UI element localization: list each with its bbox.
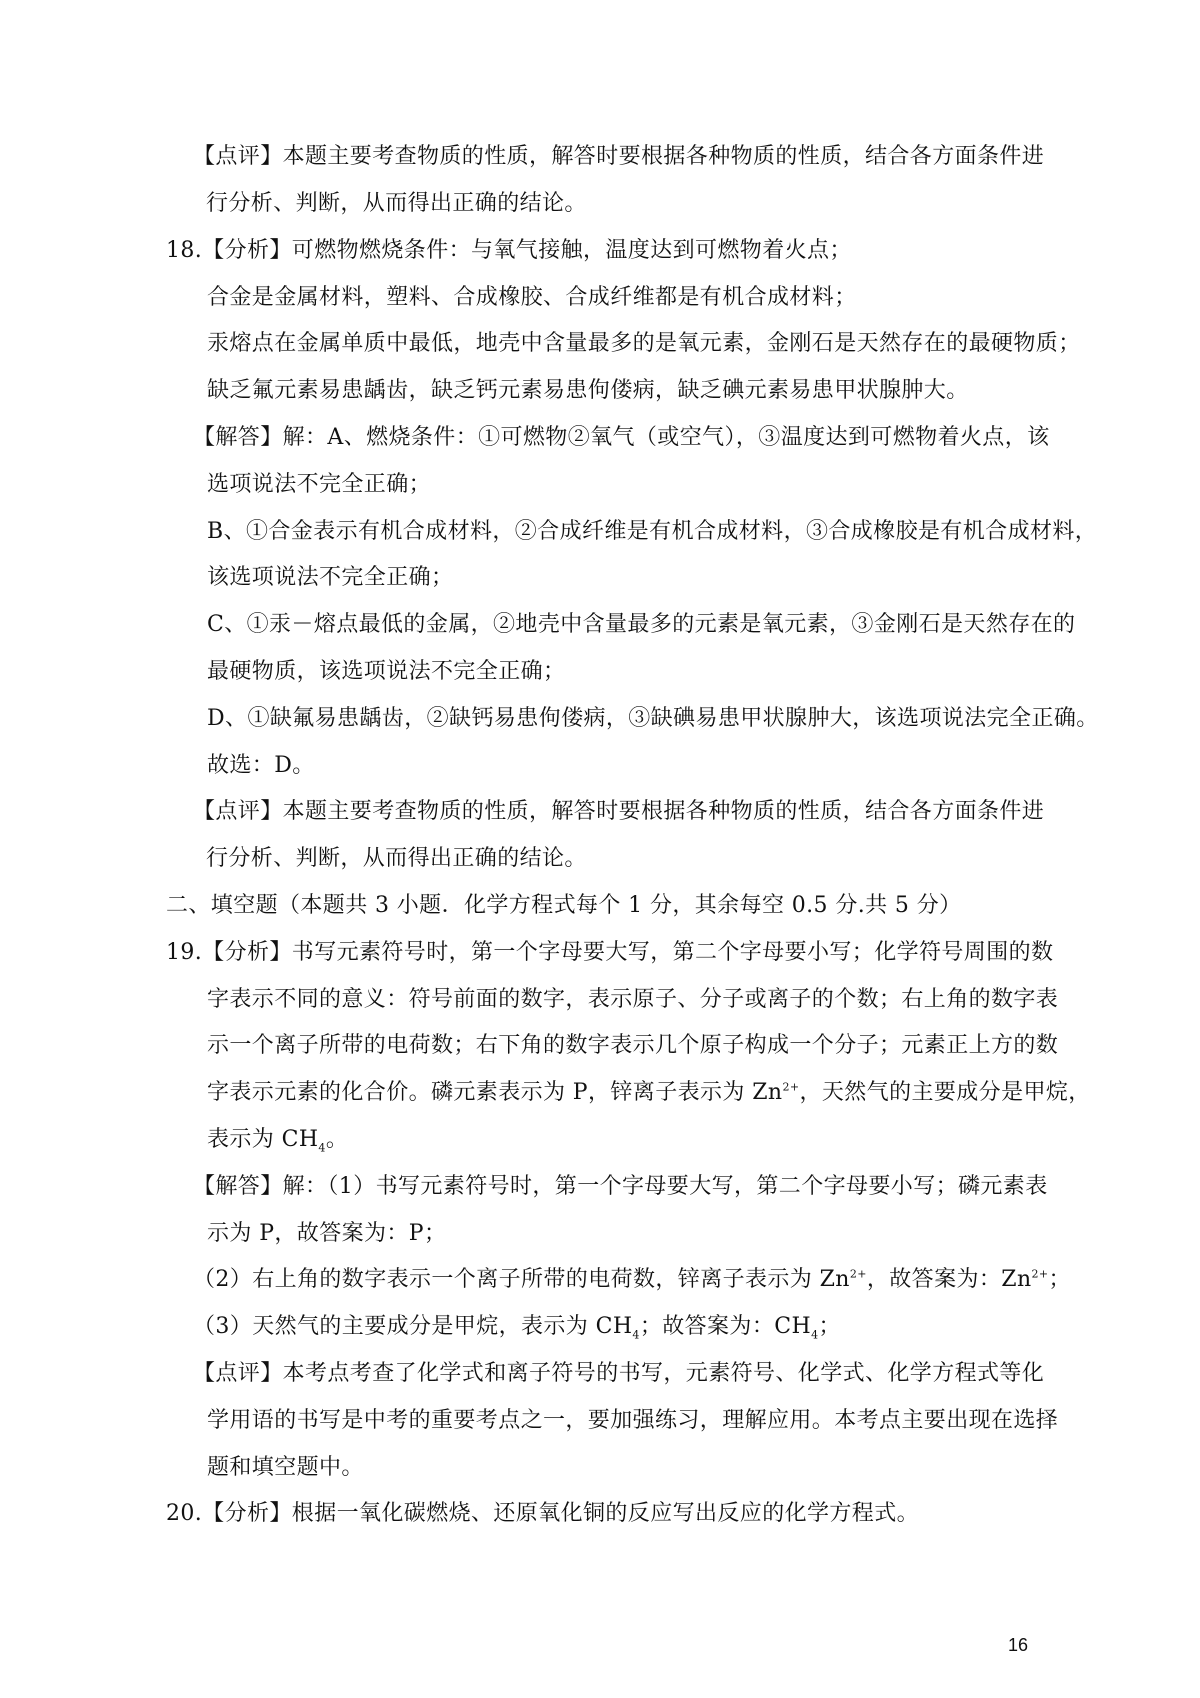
review-17-line-1: 【点评】本题主要考查物质的性质，解答时要根据各种物质的性质，结合各方面条件进 [193, 144, 1045, 169]
q18-analysis-line-1: 18.【分析】可燃物燃烧条件：与氧气接触，温度达到可燃物着火点； [166, 238, 852, 263]
q19-answer-line-4 [0, 1312, 1200, 1342]
q18-review-line-1: 【点评】本题主要考查物质的性质，解答时要根据各种物质的性质，结合各方面条件进 [193, 799, 1045, 824]
q19-answer-line-1: 【解答】解：（1）书写元素符号时，第一个字母要大写，第二个字母要小写；磷元素表 [193, 1174, 1048, 1199]
section-heading-fill-in: 二、填空题（本题共 3 小题．化学方程式每个 1 分，其余每空 0.5 分.共 5 分） [166, 893, 962, 918]
q19-analysis-line-1: 19.【分析】书写元素符号时，第一个字母要大写，第二个字母要小写；化学符号周围的数 [166, 940, 1054, 965]
q18-analysis-line-2: 合金是金属材料，塑料、合成橡胶、合成纤维都是有机合成材料； [207, 285, 857, 310]
q19-review-line-3: 题和填空题中。 [207, 1455, 364, 1480]
q19-answer-line-4-tail: ； [818, 1314, 841, 1339]
q19-analysis-line-3: 示一个离子所带的电荷数；右下角的数字表示几个原子构成一个分子；元素正上方的数 [207, 1033, 1059, 1058]
zn-charge-superscript: 2+ [1031, 1267, 1049, 1281]
q18-answer-line-8: 故选：D。 [207, 753, 315, 778]
q19-answer-line-4-mid: ；故答案为：CH [639, 1314, 812, 1339]
q18-analysis-line-3: 汞熔点在金属单质中最低，地壳中含量最多的是氧元素，金刚石是天然存在的最硬物质； [207, 331, 1081, 356]
review-17-line-2: 行分析、判断，从而得出正确的结论。 [206, 191, 587, 216]
q19-analysis-line-5-tail: 。 [325, 1127, 349, 1152]
q19-analysis-line-5-text: 表示为 CH [207, 1127, 319, 1152]
q18-answer-line-7: D、①缺氟易患龋齿，②缺钙易患佝偻病，③缺碘易患甲状腺肿大，该选项说法完全正确。 [207, 706, 1099, 731]
q20-analysis-line-1: 20.【分析】根据一氧化碳燃烧、还原氧化铜的反应写出反应的化学方程式。 [166, 1501, 919, 1526]
q19-review-line-2: 学用语的书写是中考的重要考点之一，要加强练习，理解应用。本考点主要出现在选择 [207, 1408, 1059, 1433]
q18-answer-line-5: C、①汞－熔点最低的金属，②地壳中含量最多的元素是氧元素，③金刚石是天然存在的 [207, 612, 1076, 637]
q19-analysis-line-4-text: 字表示元素的化合价。磷元素表示为 P，锌离子表示为 Zn [207, 1080, 783, 1105]
q19-review-line-1: 【点评】本考点考查了化学式和离子符号的书写，元素符号、化学式、化学方程式等化 [193, 1361, 1045, 1386]
page-number: 16 [1008, 1635, 1029, 1655]
q19-answer-line-3 [0, 1265, 1200, 1295]
q19-analysis-line-5 [0, 1125, 1200, 1155]
ch4-subscript: 4 [318, 1141, 326, 1155]
ch4-subscript: 4 [811, 1328, 819, 1342]
q19-answer-line-3-text: （2）右上角的数字表示一个离子所带的电荷数，锌离子表示为 Zn [193, 1267, 850, 1292]
q19-analysis-line-2: 字表示不同的意义：符号前面的数字，表示原子、分子或离子的个数；右上角的数字表 [207, 987, 1059, 1012]
q19-answer-line-3-mid: ，故答案为：Zn [866, 1267, 1032, 1292]
q19-answer-line-2: 示为 P，故答案为：P； [207, 1221, 447, 1246]
q18-answer-line-1: 【解答】解：A、燃烧条件：①可燃物②氧气（或空气），③温度达到可燃物着火点，该 [193, 425, 1050, 450]
q19-analysis-line-4-tail: ，天然气的主要成分是甲烷， [799, 1080, 1091, 1105]
q18-answer-line-6: 最硬物质，该选项说法不完全正确； [207, 659, 566, 684]
q18-analysis-line-4: 缺乏氟元素易患龋齿，缺乏钙元素易患佝偻病，缺乏碘元素易患甲状腺肿大。 [207, 378, 969, 403]
q18-answer-line-3: B、①合金表示有机合成材料，②合成纤维是有机合成材料，③合成橡胶是有机合成材料， [207, 519, 1098, 544]
q19-answer-line-4-text: （3）天然气的主要成分是甲烷，表示为 CH [193, 1314, 633, 1339]
q18-review-line-2: 行分析、判断，从而得出正确的结论。 [206, 846, 587, 871]
q18-answer-line-2: 选项说法不完全正确； [207, 472, 432, 497]
ch4-subscript: 4 [632, 1328, 640, 1342]
q19-answer-line-3-tail: ； [1048, 1267, 1071, 1292]
zn-charge-superscript: 2+ [849, 1267, 867, 1281]
q18-answer-line-4: 该选项说法不完全正确； [207, 565, 454, 590]
zn-charge-superscript: 2+ [782, 1080, 800, 1094]
q19-analysis-line-4 [0, 1078, 1200, 1108]
